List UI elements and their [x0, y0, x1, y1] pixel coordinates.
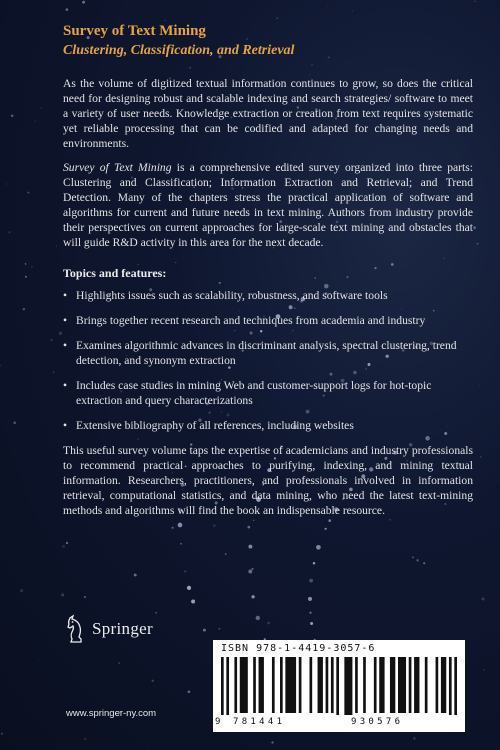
star-dot	[187, 586, 191, 590]
cover-text-block	[63, 22, 473, 518]
star-dot	[313, 562, 315, 564]
barcode-bar	[390, 657, 395, 713]
description-text: is a comprehensive edited survey organized into three parts: Clustering and Classification; Information Extraction and Retrieval; and Trend Detection. Many of the chapters stress the practical application of software and algorithms for current and future needs in text mining. Authors from industry provide their perspectives on current approaches for large-scale text mining and obstacles that will guide R&D activity in this area for the next decade.	[63, 161, 473, 249]
star-dot	[267, 622, 270, 625]
star-dot	[253, 519, 255, 521]
star-dot	[6, 183, 7, 184]
star-dot	[0, 364, 1, 366]
star-dot	[413, 737, 416, 740]
barcode-bar	[253, 657, 256, 713]
bullet-icon: •	[63, 314, 68, 327]
star-dot	[256, 616, 260, 620]
star-dot	[310, 622, 313, 625]
star-dot	[61, 593, 64, 596]
barcode-bar	[259, 657, 264, 713]
barcode-bar	[310, 657, 313, 713]
star-dot	[147, 748, 148, 749]
barcode-bar	[336, 657, 339, 715]
star-dot	[31, 266, 32, 267]
star-dot	[389, 519, 390, 520]
star-dot	[483, 669, 484, 670]
star-dot	[248, 570, 252, 574]
star-dot	[50, 339, 53, 342]
barcode-icon	[221, 657, 457, 715]
barcode-bar	[374, 657, 377, 713]
star-dot	[188, 691, 191, 694]
star-dot	[66, 8, 69, 11]
star-dot	[251, 595, 254, 598]
feature-item: • Extensive bibliography of all references, including websites	[63, 419, 354, 432]
star-dot	[59, 332, 62, 335]
feature-item: • Brings together recent research and techniques from academia and industry	[63, 314, 426, 327]
barcode-bar	[436, 657, 439, 713]
star-dot	[165, 20, 166, 21]
star-dot	[134, 574, 137, 577]
star-dot	[13, 422, 16, 425]
star-dot	[25, 276, 27, 278]
star-dot	[309, 579, 313, 583]
star-dot	[180, 543, 182, 545]
star-dot	[191, 600, 195, 604]
star-dot	[11, 115, 14, 118]
ean-lead-digit: 9	[215, 717, 224, 727]
barcode-bar	[414, 657, 419, 713]
isbn-number: ISBN 978-1-4419-3057-6	[221, 643, 376, 654]
feature-item: • Highlights issues such as scalability, robustness, and software tools	[63, 289, 388, 302]
topics-heading: Topics and features:	[63, 266, 167, 280]
barcode-bar	[234, 657, 237, 713]
star-dot	[271, 741, 273, 743]
publisher-url: www.springer-ny.com	[66, 708, 157, 719]
barcode-bar	[379, 657, 384, 713]
barcode-bar	[454, 657, 457, 715]
star-dot	[184, 571, 186, 573]
star-dot	[27, 192, 29, 194]
star-dot	[277, 17, 279, 19]
barcode-bar	[299, 657, 302, 713]
star-dot	[308, 597, 312, 601]
feature-item: • Includes case studies in mining Web and customer-support logs for hot-topic extraction and query characterizations	[63, 379, 432, 407]
star-dot	[118, 662, 120, 664]
feature-item: • Examines algorithmic advances in discriminant analysis, spectral clustering, trend detection, and synonym extraction	[63, 339, 457, 367]
star-dot	[474, 1, 476, 3]
book-title-italic: Survey of Text Mining	[63, 161, 172, 174]
star-dot	[155, 612, 157, 614]
star-dot	[53, 371, 55, 373]
star-dot	[213, 524, 216, 527]
star-dot	[23, 308, 25, 310]
star-dot	[203, 629, 206, 632]
publisher-name: Springer	[92, 619, 153, 638]
star-dot	[178, 523, 183, 528]
star-dot	[325, 528, 327, 530]
star-dot	[328, 519, 331, 522]
description-paragraph	[63, 160, 473, 250]
book-title: Survey of Text Mining	[63, 23, 206, 39]
star-dot	[218, 628, 220, 630]
star-dot	[62, 545, 65, 548]
star-dot	[84, 596, 86, 598]
star-dot	[152, 680, 154, 682]
barcode-bar	[280, 657, 283, 713]
bullet-icon: •	[63, 339, 68, 352]
star-dot	[480, 456, 482, 458]
barcode-bar	[363, 657, 366, 713]
star-dot	[316, 545, 321, 550]
star-dot	[38, 660, 39, 661]
barcode-bar	[425, 657, 428, 713]
star-dot	[35, 121, 36, 122]
star-dot	[82, 1, 85, 4]
ean-group-2: 930576	[351, 717, 404, 727]
bullet-icon: •	[63, 379, 68, 392]
barcode-bar	[226, 657, 229, 715]
barcode-bar	[331, 657, 334, 713]
star-dot	[247, 526, 250, 529]
publisher-logo	[66, 614, 153, 644]
bullet-icon: •	[63, 419, 68, 432]
star-dot	[8, 231, 10, 233]
star-dot	[477, 243, 479, 245]
barcode-bar	[326, 657, 329, 713]
star-dot	[172, 527, 174, 529]
features-list	[63, 288, 473, 433]
star-dot	[66, 542, 68, 544]
bullet-icon: •	[63, 289, 68, 302]
star-dot	[20, 589, 23, 592]
star-dot	[56, 246, 57, 247]
barcode-label	[213, 640, 465, 732]
intro-paragraph: As the volume of digitized textual information continues to grow, so does the critical need for designing robust and scalable indexing and search strategies/ software to meet a variety of user needs. Knowledge extraction or creation from text requires systematic yet reliable processing that can be codified and adapted for changing needs and environments.	[63, 77, 473, 150]
star-dot	[225, 553, 227, 555]
audience-paragraph: This useful survey volume taps the expertise of academicians and industry professionals to recommend practical approaches to purifying, indexing, and mining textual information. Researchers, practitioners, and professionals involved in information retrieval, computational statistics, and data mining, who need the latest text-mining methods and algorithms will find the book an indispensable resource.	[63, 444, 473, 517]
star-dot	[25, 263, 27, 265]
barcode-bar	[285, 657, 296, 713]
star-dot	[248, 545, 252, 549]
barcode-bar	[318, 657, 323, 713]
star-dot	[423, 562, 425, 564]
star-dot	[416, 559, 418, 561]
barcode-bar	[398, 657, 406, 713]
barcode-bar	[240, 657, 248, 713]
star-dot	[412, 556, 414, 558]
barcode-bar	[355, 657, 358, 713]
star-dot	[251, 568, 253, 570]
barcode-bar	[449, 657, 452, 715]
star-dot	[309, 612, 311, 614]
star-dot	[1, 733, 3, 735]
ean-group-1: 781441	[233, 717, 286, 727]
star-dot	[473, 226, 476, 229]
star-dot	[84, 738, 86, 740]
star-dot	[481, 597, 484, 600]
book-subtitle: Clustering, Classification, and Retrieval	[63, 43, 295, 58]
star-dot	[327, 5, 328, 6]
barcode-bar	[441, 657, 446, 713]
barcode-bar	[221, 657, 224, 715]
star-dot	[40, 107, 41, 108]
star-dot	[479, 385, 480, 386]
barcode-bar	[409, 657, 412, 713]
barcode-bar	[344, 657, 352, 715]
star-dot	[352, 10, 353, 11]
barcode-bar	[272, 657, 275, 713]
springer-knight-icon	[66, 614, 86, 644]
